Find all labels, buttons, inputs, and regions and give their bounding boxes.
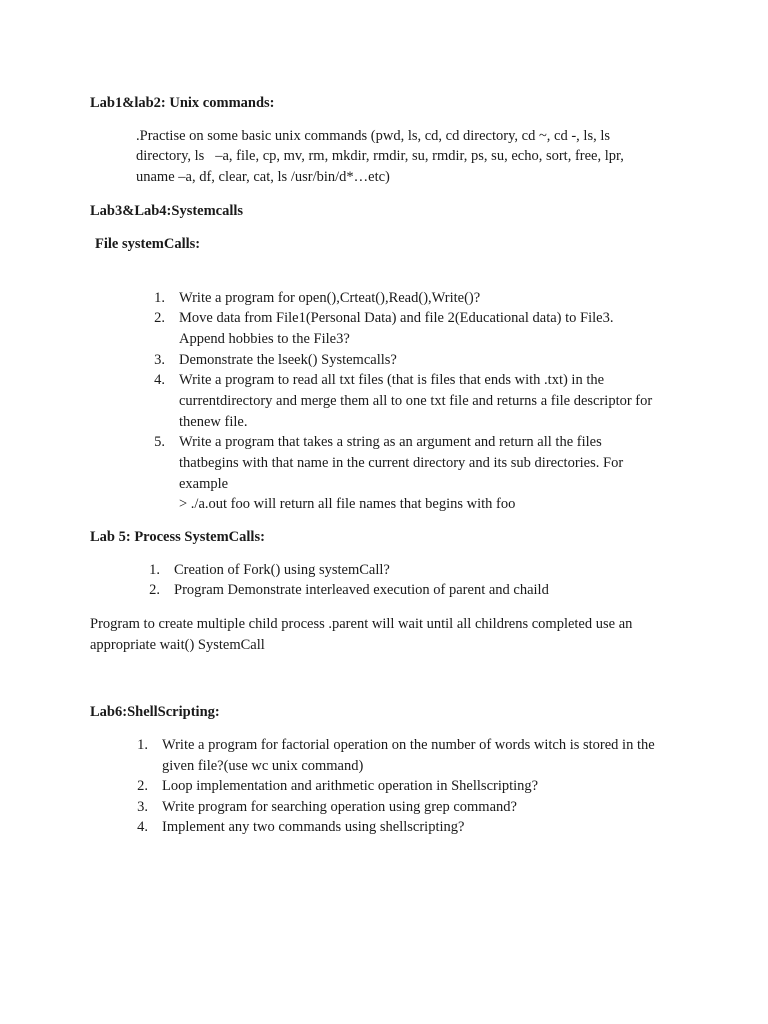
list-item-text: currentdirectory and merge them all to one txt file and returns a file descriptor for	[179, 393, 653, 409]
lab5-paragraph-line-2: appropriate wait() SystemCall	[90, 637, 265, 653]
list-item-text: Write a program to read all txt files (that is files that ends with .txt) in the	[179, 372, 605, 388]
list-item-text: thenew file.	[179, 414, 248, 430]
list-item-number: 4.	[137, 819, 148, 835]
lab3-lab4-heading: Lab3&Lab4:Systemcalls	[90, 203, 244, 219]
unix-commands-line-3: uname –a, df, clear, cat, ls /usr/bin/d*…etc)	[136, 169, 390, 185]
list-item-text: > ./a.out foo will return all file names that begins with foo	[179, 496, 516, 512]
list-item-text: Loop implementation and arithmetic operation in Shellscripting?	[162, 778, 539, 794]
list-item-text: Write a program for factorial operation on the number of words witch is stored in the	[162, 737, 655, 753]
list-item-text: Write program for searching operation using grep command?	[162, 799, 517, 815]
list-item-text: example	[179, 476, 229, 492]
list-item-number: 4.	[154, 372, 165, 388]
list-item-number: 5.	[154, 434, 165, 450]
list-item-text: given file?(use wc unix command)	[162, 758, 364, 774]
lab5-paragraph-line-1: Program to create multiple child process .parent will wait until all childrens completed use an	[90, 616, 633, 632]
unix-commands-line-1: .Practise on some basic unix commands (pwd, ls, cd, cd directory, cd ~, cd -, ls, ls	[136, 128, 611, 144]
list-item-text: Move data from File1(Personal Data) and file 2(Educational data) to File3.	[179, 310, 614, 326]
list-item-number: 1.	[154, 290, 165, 306]
list-item-text: Append hobbies to the File3?	[179, 331, 350, 347]
lab6-heading: Lab6:ShellScripting:	[90, 704, 220, 720]
list-item-text: Write a program that takes a string as an argument and return all the files	[179, 434, 602, 450]
list-item-number: 2.	[137, 778, 148, 794]
list-item-number: 2.	[154, 310, 165, 326]
lab1-lab2-heading: Lab1&lab2: Unix commands:	[90, 95, 275, 111]
list-item-number: 1.	[149, 562, 160, 578]
list-item-number: 2.	[149, 582, 160, 598]
file-systemcalls-heading: File systemCalls:	[95, 236, 201, 252]
list-item-text: Program Demonstrate interleaved execution of parent and chaild	[174, 582, 549, 598]
list-item-text: Creation of Fork() using systemCall?	[174, 562, 390, 578]
list-item-number: 1.	[137, 737, 148, 753]
lab5-heading: Lab 5: Process SystemCalls:	[90, 529, 265, 545]
list-item-number: 3.	[154, 352, 165, 368]
list-item-text: thatbegins with that name in the current directory and its sub directories. For	[179, 455, 624, 471]
unix-commands-line-2: directory, ls –a, file, cp, mv, rm, mkdir, rmdir, su, rmdir, ps, su, echo, sort, free, lpr,	[136, 148, 624, 164]
list-item-text: Demonstrate the lseek() Systemcalls?	[179, 352, 397, 368]
list-item-text: Write a program for open(),Crteat(),Read(),Write()?	[179, 290, 481, 306]
list-item-text: Implement any two commands using shellscripting?	[162, 819, 465, 835]
list-item-number: 3.	[137, 799, 148, 815]
